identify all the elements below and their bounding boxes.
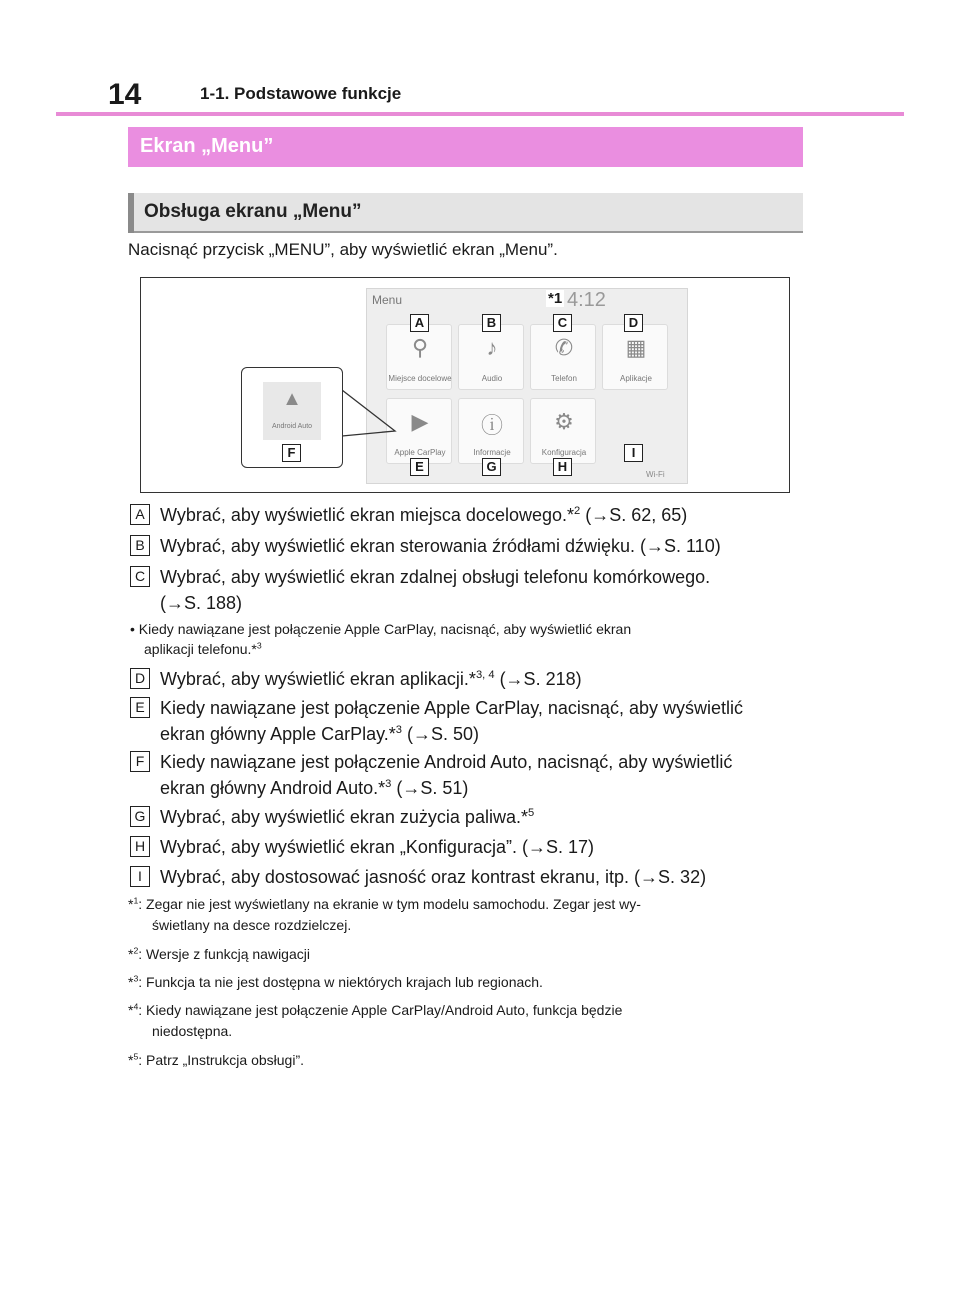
- item-key-d: D: [130, 668, 150, 689]
- intro-text: Nacisnąć przycisk „MENU”, aby wyświetlić ekran „Menu”.: [128, 240, 558, 259]
- item-a: Wybrać, aby wyświetlić ekran miejsca docelowego.*$^2$ (→S. 62, 65): [160, 505, 688, 525]
- gear-icon: ⚙: [554, 409, 574, 434]
- play-icon: ▶: [411, 409, 429, 434]
- item-c: Wybrać, aby wyświetlić ekran zdalnej obsługi telefonu komórkowego. (→S. 188): [160, 567, 711, 613]
- item-key-g: G: [130, 806, 150, 827]
- screen-title: Menu: [372, 293, 403, 307]
- item-h: Wybrać, aby wyświetlić ekran „Konfiguracja”. (→S. 17): [160, 837, 594, 857]
- tile-apple-carplay[interactable]: ▶ Apple CarPlay: [386, 398, 452, 464]
- callout-c: C: [553, 314, 572, 332]
- subsection-title-bar: [128, 193, 803, 233]
- inset-connector: [341, 380, 401, 440]
- item-b: Wybrać, aby wyświetlić ekran sterowania źródłami dźwięku. (→S. 110): [160, 536, 721, 556]
- tile-audio[interactable]: ♪ Audio: [458, 324, 524, 390]
- callout-i: I: [624, 444, 643, 462]
- tile-setup[interactable]: ⚙ Konfiguracja: [530, 398, 596, 464]
- item-f: Kiedy nawiązane jest połączenie Android Auto, nacisnąć, aby wyświetlić ekran główny Android Auto.*$^3$ (→S. 51): [160, 752, 733, 798]
- item-key-a: A: [130, 504, 150, 525]
- chapter-title-bar: [128, 127, 803, 167]
- subsection-title: Obsługa ekranu „Menu”: [144, 201, 362, 222]
- tile-apps[interactable]: ▦ Aplikacje: [602, 324, 668, 390]
- item-key-h: H: [130, 836, 150, 857]
- header-divider: [56, 112, 904, 116]
- item-key-c: C: [130, 566, 150, 587]
- tile-destination[interactable]: ⚲ Miejsce docelowe: [386, 324, 452, 390]
- android-auto-icon: ▲: [282, 388, 302, 410]
- tile-android-auto[interactable]: ▲ Android Auto: [263, 382, 321, 440]
- footnote-2: *$^2$: Wersje z funkcją nawigacji: [128, 945, 310, 962]
- callout-d: D: [624, 314, 643, 332]
- item-key-b: B: [130, 535, 150, 556]
- apps-grid-icon: ▦: [625, 335, 647, 360]
- tile-info[interactable]: ⓘ Informacje: [458, 398, 524, 464]
- callout-e: E: [410, 458, 429, 476]
- tile-phone[interactable]: ✆ Telefon: [530, 324, 596, 390]
- bullet-note: • Kiedy nawiązane jest połączenie Apple CarPlay, nacisnąć, aby wyświetlić ekran aplikacji telefonu.*$^3$: [130, 621, 632, 657]
- item-d: Wybrać, aby wyświetlić ekran aplikacji.*$^{3, 4}$ (→S. 218): [160, 669, 582, 689]
- callout-a: A: [410, 314, 429, 332]
- footnote-3: *$^3$: Funkcja ta nie jest dostępna w niektórych krajach lub regionach.: [128, 973, 543, 990]
- callout-g: G: [482, 458, 501, 476]
- page-header: [0, 0, 960, 116]
- phone-icon: ✆: [554, 335, 574, 360]
- item-i: Wybrać, aby dostosować jasność oraz kontrast ekranu, itp. (→S. 32): [160, 867, 707, 887]
- callout-b: B: [482, 314, 501, 332]
- item-g: Wybrać, aby wyświetlić ekran zużycia paliwa.*$^5$: [160, 807, 535, 827]
- footnote-1: *$^1$: Zegar nie jest wyświetlany na ekranie w tym modelu samochodu. Zegar jest wy- świetlany na desce rozdzielczej.: [128, 895, 641, 933]
- section-title: 1-1. Podstawowe funkcje: [200, 84, 402, 103]
- item-key-e: E: [130, 697, 150, 718]
- item-key-i: I: [130, 866, 150, 887]
- info-icon: ⓘ: [480, 413, 503, 438]
- footnote-4: *$^4$: Kiedy nawiązane jest połączenie Apple CarPlay/Android Auto, funkcja będzie niedostępna.: [128, 1001, 623, 1039]
- map-pin-icon: ⚲: [411, 335, 429, 360]
- footnote-5: *$^5$: Patrz „Instrukcja obsługi”.: [128, 1051, 305, 1068]
- screen-clock: 4:12: [567, 289, 606, 311]
- wifi-status: Wi-Fi: [646, 470, 665, 479]
- callout-f: F: [282, 444, 301, 462]
- music-note-icon: ♪: [486, 335, 498, 360]
- item-e: Kiedy nawiązane jest połączenie Apple CarPlay, nacisnąć, aby wyświetlić ekran główny Apple CarPlay.*$^3$ (→S. 50): [160, 698, 743, 744]
- item-key-f: F: [130, 751, 150, 772]
- callout-h: H: [553, 458, 572, 476]
- clock-footnote-mark: *1: [548, 290, 563, 307]
- chapter-title: Ekran „Menu”: [140, 135, 274, 157]
- page-number: 14: [108, 78, 142, 111]
